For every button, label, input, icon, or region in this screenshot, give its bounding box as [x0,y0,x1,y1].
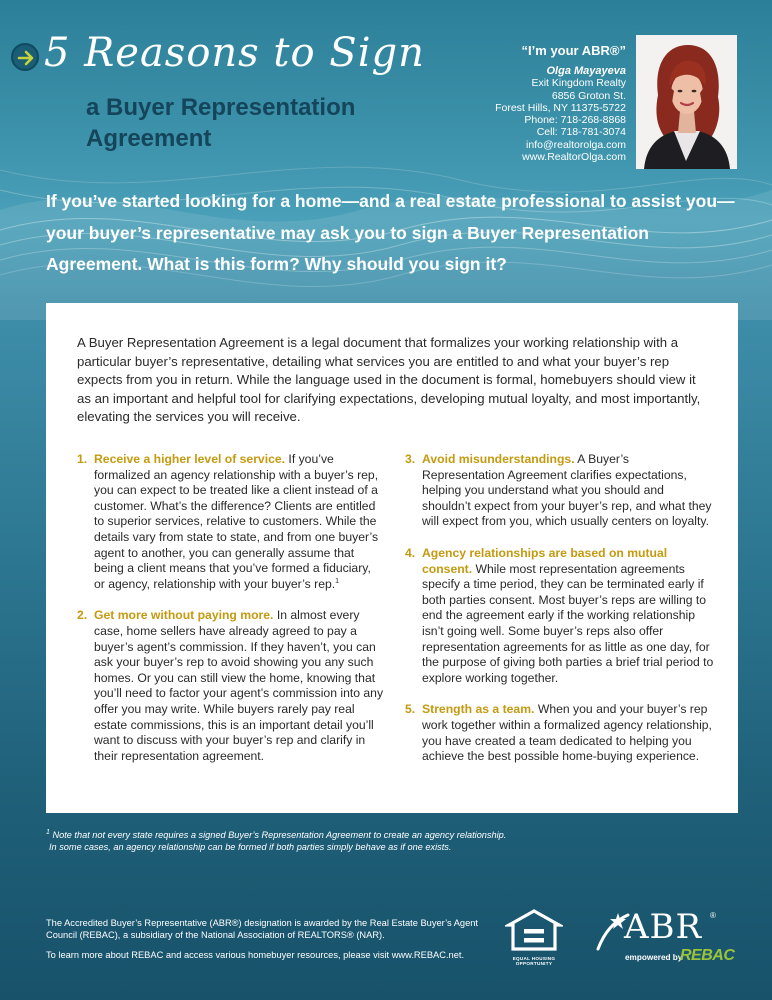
reason-body: In almost every case, home sellers have already agreed to pay a buyer’s agent’s commission. If they haven’t, you can ask your buyer’s rep to avoid showing you any such homes. Or you can still view the home, knowing that you’ll need to factor your agent’s commission into any offer you may write. While buyers rarely pay real estate commissions, this is an important detail you’ll want to discuss with your buyer’s rep and clarify in their representation agreement. [94,608,384,763]
intro-text: If you’ve started looking for a home—and a real estate professional to assist you—your buyer’s representative may ask you to sign a Buyer Representation Agreement. What is this form? Why should you sign it? [46,191,735,274]
abr-wordmark: ABR [624,907,703,947]
rebac-wordmark: REBAC [680,947,735,964]
agent-email[interactable]: info@realtorolga.com [526,138,626,151]
reason-heading: Get more without paying more. [94,608,274,623]
agent-cell: Cell: 718-781-3074 [536,126,626,139]
footer-abr-note: The Accredited Buyer’s Representative (ABR®) designation is awarded by the Real Estate Buyer’s Agent Council (REBAC), a subsidiary of the National Association of REALTORS® (NAR). [46,918,478,940]
reason-number: 4. [405,545,416,560]
abr-tagline: “I’m your ABR®” [521,43,626,58]
footnote-number: 1 [46,828,50,836]
agent-contact [495,42,626,163]
reason-body: A Buyer’s Representation Agreement clarifies expectations, helping you understand what you should and shouldn’t expect from your buyer’s rep, and what they will expect from you, which usually centers on loyalty. [422,452,712,529]
footnote-line1: Note that not every state requires a signed Buyer’s Representation Agreement to create an agency relationship. [49,830,507,840]
footer-text [46,918,496,962]
reason-item [405,452,715,530]
main-content-box [46,303,738,813]
footnote-line2: In some cases, an agency relationship can be formed if both parties simply behave as if one exists. [49,841,452,852]
equal-housing-icon [505,909,563,965]
empowered-by-label: empowered by [625,953,683,962]
reason-item [405,546,715,686]
reason-body: While most representation agreements specify a time period, they can be terminated early if both parties consent. Most buyer’s reps are willing to end the agreement early if the working relationship isn’t going well. Some buyer’s reps also offer representation agreements for as little as one day, for the purpose of giving both parties a brief trial period to explore working together. [422,561,714,685]
eho-label-2: OPPORTUNITY [515,961,553,967]
agent-photo [636,35,737,169]
abr-registered: ® [710,911,716,920]
agent-name: Olga Mayayeva [546,65,626,77]
reason-heading: Receive a higher level of service. [94,452,286,466]
page-subtitle: a Buyer Representation Agreement [86,94,356,152]
reason-body: If you’ve formalized an agency relationship with a buyer’s rep, you can expect to be treated like a client instead of a customer. What’s the difference? Clients are entitled to superior services, relative to customers. While the details vary from state to state, and from one buyer’s agent to another, you can generally assume that being a client means that you’ve formed a fiduciary, or agency, relationship with your buyer’s rep. [94,452,379,591]
reason-heading: Agency relationships are based on mutual consent. [422,545,668,576]
reason-body: When you and your buyer’s rep work together within a formalized agency relationship, you have created a team dedicated to helping you achieve the best possible home-buying experience. [422,702,712,764]
reason-number: 1. [77,452,88,466]
footnote [46,830,646,853]
reason-item [405,702,715,764]
reason-item [77,452,385,592]
reason-item [77,608,385,764]
reason-number: 5. [405,702,416,717]
agent-company: Exit Kingdom Realty [531,77,626,90]
reasons-column-left [77,452,385,780]
reason-number: 2. [77,608,88,623]
arrow-right-icon [11,43,39,71]
lead-paragraph: A Buyer Representation Agreement is a legal document that formalizes your working relationship with a particular buyer’s representative, detailing what services you are entitled to and what your buyer’s rep expects from you in return. While the language used in the document is formal, homebuyers should view it as an important and helpful tool for clarifying expectations, developing mutual loyalty, and most importantly, elevating the services you will receive. [77,335,701,425]
abr-logo [594,905,746,971]
agent-phone: Phone: 718-268-8868 [524,114,626,127]
reason-heading: Avoid misunderstandings. [422,452,575,466]
reasons-column-right [405,452,715,781]
page-title: 5 Reasons to Sign [44,30,425,76]
reason-heading: Strength as a team. [422,702,535,717]
agent-city: Forest Hills, NY 11375-5722 [495,101,626,114]
agent-website[interactable]: www.RealtorOlga.com [522,151,626,164]
eho-label-1: EQUAL HOUSING [512,956,556,961]
footnote-marker: 1 [335,577,340,585]
agent-street: 6856 Groton St. [551,89,626,102]
reason-number: 3. [405,452,416,466]
footer-rebac-link[interactable]: To learn more about REBAC and access various homebuyer resources, please visit www.REBAC.net. [46,950,465,960]
